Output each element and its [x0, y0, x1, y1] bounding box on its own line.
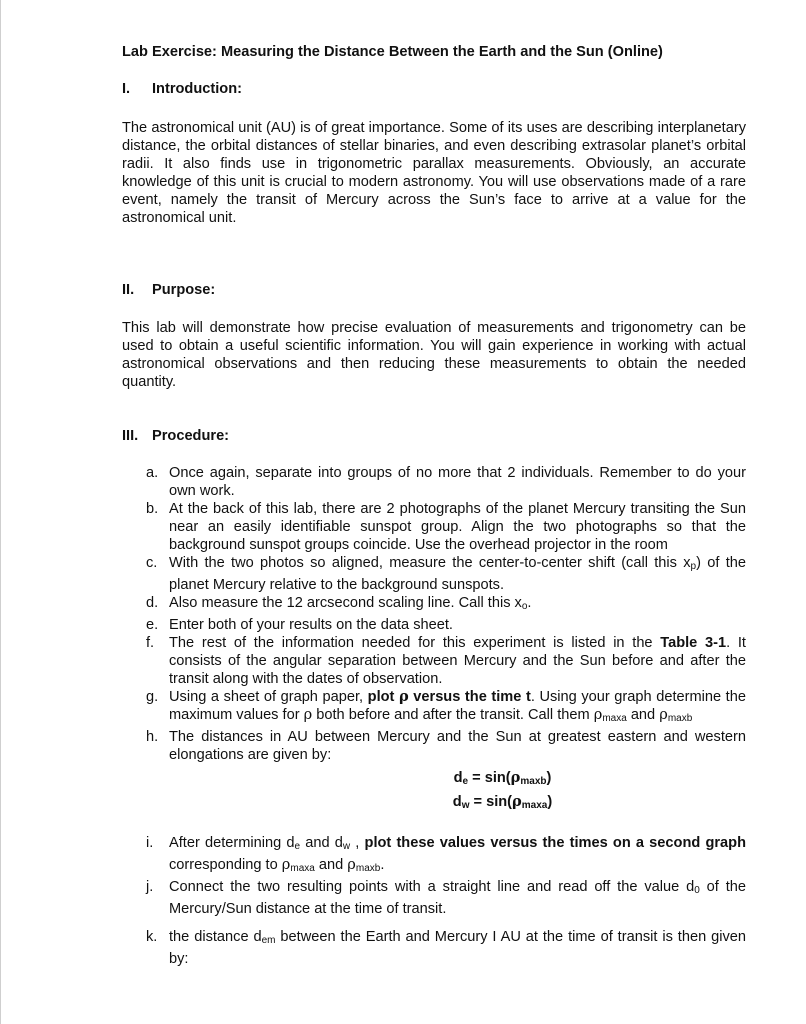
elongation-equations: [169, 768, 746, 816]
procedure-step-c: [146, 554, 746, 594]
step-text: ) of the planet Mercury relative to the background sunspots.: [169, 555, 746, 593]
procedure-step-f: [146, 634, 746, 688]
procedure-steps: [146, 464, 746, 816]
step-letter: d.: [146, 595, 159, 611]
emphasis: plot: [367, 689, 399, 705]
procedure-step-k: k. the distance $d_{em}$ between the Earth and Mercury I AU at the time of transit is then given by:: [146, 929, 746, 967]
rho-symbol: ρ: [593, 706, 603, 723]
section-heading-purpose: [122, 282, 215, 298]
step-text: . Using your graph determine the maximum values for: [169, 689, 746, 723]
step-letter: k.: [146, 929, 158, 945]
step-letter: i.: [146, 835, 154, 851]
equation-dw: $d_w = \sin(\rho_{maxa})$: [452, 793, 553, 811]
emphasis: plot these values versus the times on a second graph: [364, 835, 746, 851]
step-letter: e.: [146, 617, 159, 633]
step-letter: c.: [146, 555, 158, 571]
section-heading-procedure: [122, 428, 229, 444]
step-letter: a.: [146, 465, 159, 481]
step-letter: h.: [146, 729, 159, 745]
step-letter: j.: [146, 879, 154, 895]
equation-de: $d_e = \sin(\rho_{maxb})$: [453, 769, 552, 787]
step-text: . It consists of the angular separation between Mercury and the Sun before and after the transit along with the dates of observation.: [169, 635, 746, 687]
section-number: I.: [122, 81, 131, 97]
introduction-paragraph: The astronomical unit (AU) is of great importance. Some of its uses are describing interplanetary distance, the orbital distances of stellar binaries, and even describing extrasolar planet’s orbital radii. It also finds use in trigonometric parallax measurements. Obviously, an accurate knowledge of this unit is crucial to modern astronomy. You will use observations made of a rare event, namely the transit of Mercury across the Sun’s face to arrive at a value for the astronomical unit.: [122, 120, 746, 226]
procedure-steps-continued: [146, 834, 746, 918]
procedure-step-b: [146, 500, 746, 554]
subscript: maxb: [667, 713, 693, 724]
step-text: .: [527, 595, 532, 611]
purpose-paragraph: This lab will demonstrate how precise evaluation of measurements and trigonometry can be used to obtain a useful scientific information. You will gain experience in working with actual astronomical observations and then reducing these measurements to obtain the needed quantity.: [122, 320, 746, 390]
procedure-step-g: [146, 688, 746, 728]
rho-symbol: ρ: [303, 706, 313, 723]
step-text: The rest of the information needed for this experiment is listed in the: [169, 635, 661, 651]
rho-symbol: ρ: [659, 706, 668, 723]
step-letter: g.: [146, 689, 159, 705]
step-text: At the back of this lab, there are 2 photographs of the planet Mercury transiting the Sun near an easily identifiable sunspot group. Align the two photographs so that the background sunspot groups coincide. Use the overhead projector in the room: [169, 501, 746, 553]
emphasis: versus the time t: [408, 689, 531, 705]
procedure-step-a: [146, 464, 746, 500]
document-title: Lab Exercise: Measuring the Distance Between the Earth and the Sun (Online): [122, 44, 663, 60]
step-text: Also measure the 12 arcsecond scaling line. Call this x: [169, 595, 522, 611]
procedure-step-i: i. After determining $d_e$ and $d_w$ , plot these values versus the times on a second graph corresponding to $\rho_{maxa}$ and $\rho_{maxb}$.: [146, 835, 746, 874]
procedure-step-j: j. Connect the two resulting points with a straight line and read off the value $d_0$ of the Mercury/Sun distance at the time of transit.: [146, 879, 746, 917]
section-number: III.: [122, 428, 139, 444]
step-text: With the two photos so aligned, measure the center-to-center shift (call this x: [169, 555, 691, 571]
rho-symbol: ρ: [398, 688, 409, 705]
section-title: Procedure:: [152, 428, 230, 444]
section-number: II.: [122, 282, 135, 298]
subscript: o: [521, 601, 528, 612]
step-text: Enter both of your results on the data sheet.: [169, 617, 453, 633]
step-text: the distance d: [169, 929, 262, 945]
step-text: both before and after the transit. Call them: [312, 707, 594, 723]
table-reference: Table 3-1: [660, 635, 727, 651]
procedure-step-h: [146, 728, 746, 816]
section-title: Purpose:: [152, 282, 216, 298]
step-text: Using a sheet of graph paper,: [169, 689, 368, 705]
step-text: The distances in AU between Mercury and the Sun at greatest eastern and western elongations are given by:: [169, 729, 746, 763]
step-text: and: [626, 707, 660, 723]
section-heading-introduction: [122, 81, 242, 97]
step-text: Once again, separate into groups of no more that 2 individuals. Remember to do your own work.: [169, 465, 746, 499]
step-letter: f.: [146, 635, 155, 651]
section-title: Introduction:: [152, 81, 242, 97]
step-text: After determining d: [169, 835, 295, 851]
subscript: maxa: [602, 713, 627, 724]
procedure-step-d: [146, 594, 746, 616]
step-text: Connect the two resulting points with a straight line and read off the value d: [169, 879, 695, 895]
procedure-steps-final: [146, 928, 746, 968]
subscript: p: [690, 561, 697, 572]
step-letter: b.: [146, 501, 159, 517]
procedure-step-e: [146, 616, 746, 634]
